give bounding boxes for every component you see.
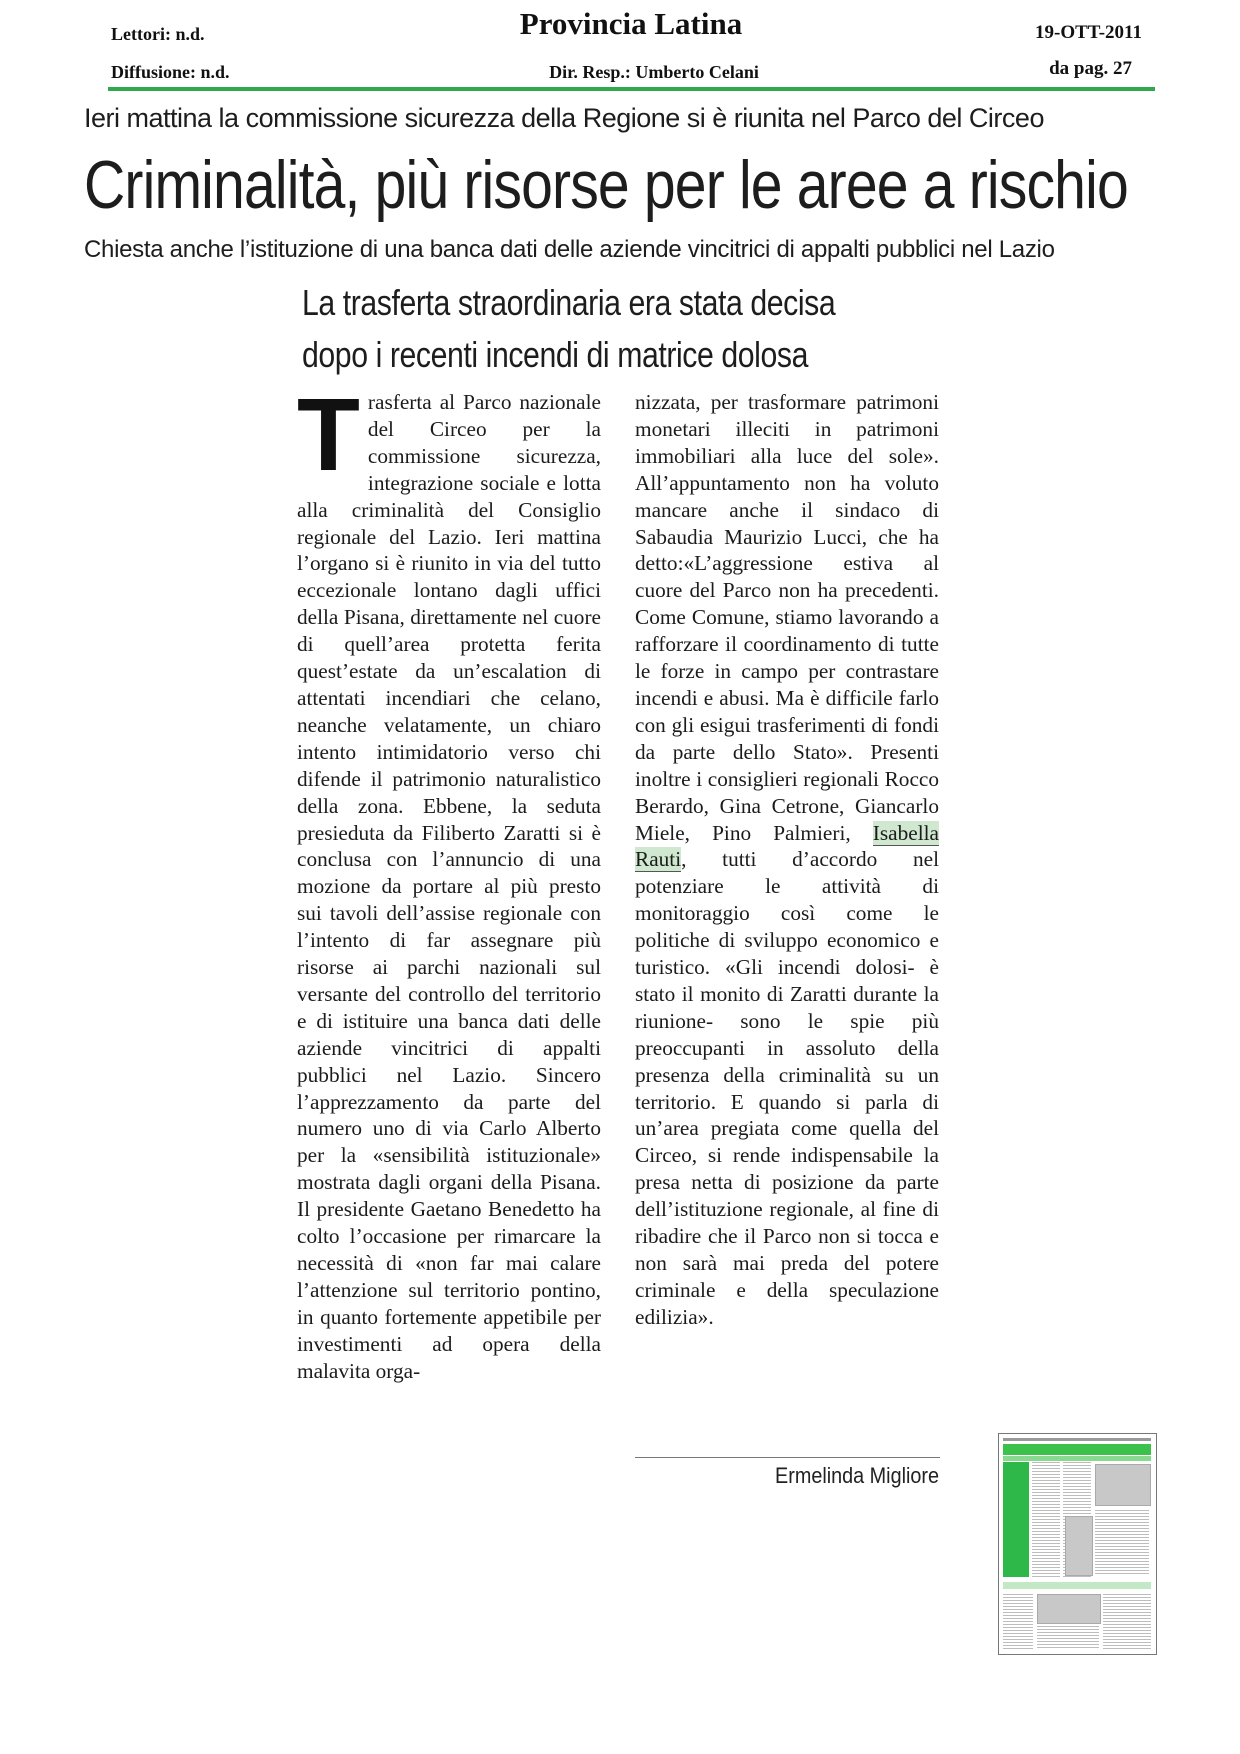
lettori-label: Lettori: n.d. — [111, 24, 205, 44]
article-column-2 — [635, 389, 939, 1331]
deck-line: dopo i recenti incendi di matrice dolosa — [302, 334, 808, 375]
article-byline: Ermelinda Migliore — [775, 1463, 939, 1488]
article-column-1 — [297, 377, 601, 1385]
column-text: , tutti d’accordo nel potenziare le attività di monitoraggio così come le politiche di sviluppo economico e turistico. «Gli incendi dolosi- è stato il monito di Zaratti durante la riunione- sono le spie più preoccupanti in assoluto della presenza della criminalità su un territorio. E quando si parla di un’area pregiata come quella del Circeo, si rende indispensabile la presa netta di posizione da parte dell’istituzione regionale, al fine di ribadire che il Parco non si tocca e non sarà mai preda del potere criminale e della speculazione edilizia». — [635, 847, 939, 1329]
article-subhead: Chiesta anche l’istituzione di una banca dati delle aziende vincitrici di appalti pubblici nel Lazio — [84, 236, 1055, 263]
article-paragraph — [297, 377, 601, 1385]
director-label: Dir. Resp.: Umberto Celani — [549, 62, 759, 82]
issue-date: 19-OTT-2011 — [1035, 22, 1142, 43]
byline-divider — [635, 1457, 940, 1458]
article-headline: Criminalità, più risorse per le aree a rischio — [84, 147, 1128, 223]
header-divider — [108, 87, 1155, 91]
article-kicker: Ieri mattina la commissione sicurezza della Regione si è riunita nel Parco del Circeo — [84, 103, 1044, 133]
article-paragraph — [635, 389, 939, 1331]
article-deck — [302, 277, 907, 381]
drop-cap: T — [297, 377, 360, 492]
newspaper-title: Provincia Latina — [519, 6, 743, 41]
highlighted-name: Isabella — [872, 820, 939, 845]
highlighted-name: Rauti — [635, 847, 682, 872]
page-thumbnail — [998, 1433, 1157, 1655]
column-text: rasferta al Parco nazionale del Circeo per la commissione sicurezza, integrazione sociale e lotta alla criminalità del Consiglio regionale del Lazio. Ieri mattina l’organo si è riunito in via del tutto eccezionale lontano dagli uffici della Pisana, direttamente nel cuore di quell’area protetta ferita quest’estate da un’escalation di attentati incendiari che celano, neanche velatamente, un chiaro intento intimidatorio verso chi difende il patrimonio naturalistico della zona. Ebbene, la seduta presieduta da Filiberto Zaratti si è conclusa con l’annuncio di una mozione da portare al più presto sui tavoli dell’assise regionale con l’intento di far assegnare più risorse ai parchi nazionali sul versante del controllo del territorio e di istituire una banca dati delle aziende vincitrici di appalti pubblici nel Lazio. Sincero l’apprezzamento da parte del numero uno di via Carlo Alberto per la «sensibilità istituzionale» mostrata dagli organi della Pisana. Il presidente Gaetano Benedetto ha colto l’occasione per rimarcare la necessità di «non far mai calare l’attenzione sul territorio pontino, in quanto fortemente appetibile per investimenti ad opera della malavita orga- — [297, 390, 601, 1383]
column-text: nizzata, per trasformare patrimoni monetari illeciti in patrimoni immobiliari alla luce del sole». All’appuntamento non ha voluto mancare anche il sindaco di Sabaudia Maurizio Lucci, che ha detto:«L’aggressione estiva al cuore del Parco non ha precedenti. Come Comune, stiamo lavorando a rafforzare il coordinamento di tutte le forze in campo per contrastare incendi e abusi. Ma è difficile farlo con gli esigui trasferimenti di fondi da parte dello Stato». Presenti inoltre i consiglieri regionali Rocco Berardo, Gina Cetrone, Giancarlo Miele, Pino Palmieri, — [635, 390, 939, 845]
page-number: da pag. 27 — [1049, 58, 1132, 79]
diffusione-label: Diffusione: n.d. — [111, 62, 230, 82]
deck-line: La trasferta straordinaria era stata decisa — [302, 282, 836, 323]
